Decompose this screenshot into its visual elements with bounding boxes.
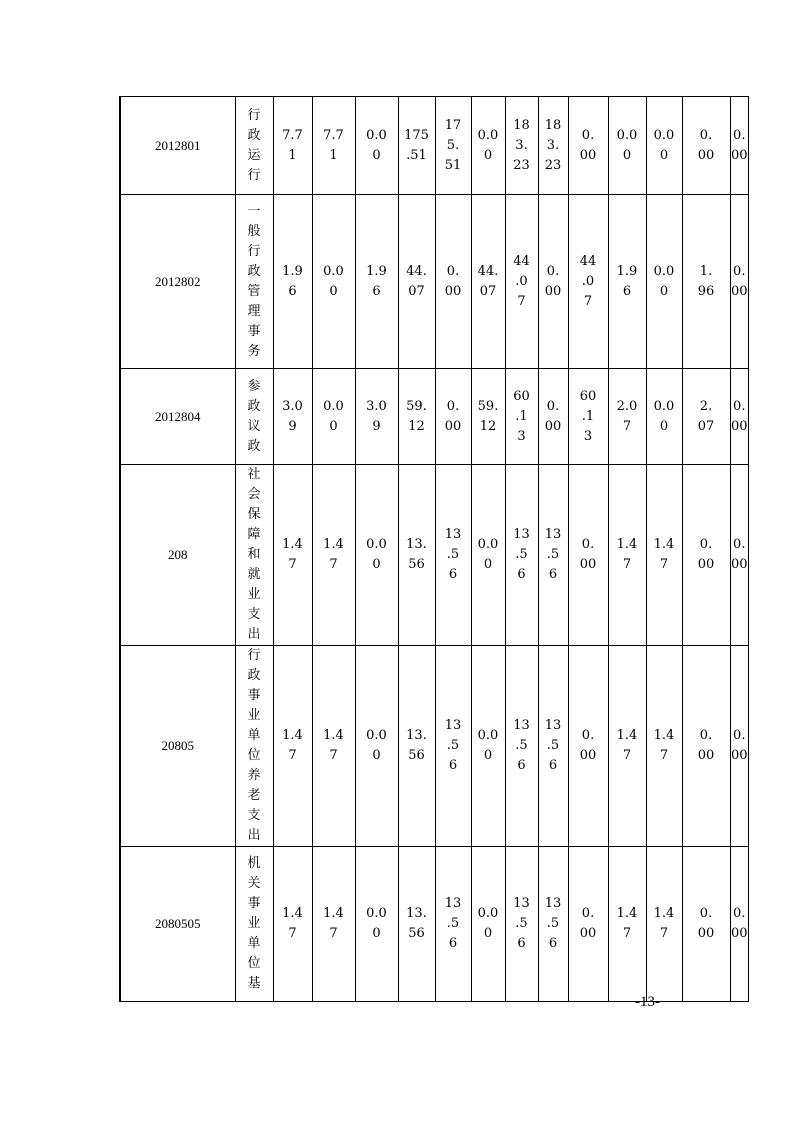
amount-cell: 0.0 0	[646, 195, 682, 369]
amount-cell: 2.0 7	[608, 369, 646, 465]
amount-cell: 0.0 0	[646, 369, 682, 465]
table-row	[120, 465, 749, 646]
amount-cell: 0. 00	[568, 97, 608, 195]
table-row	[120, 646, 749, 847]
amount-cell: 3.0 9	[273, 369, 312, 465]
subject-code-cell: 2012802	[120, 195, 235, 369]
amount-cell: 13 .5 6	[435, 847, 471, 1002]
amount-cell: 1. 96	[682, 195, 730, 369]
amount-cell: 175 .51	[398, 97, 435, 195]
amount-cell: 0.0 0	[646, 97, 682, 195]
subject-name-cell: 行 政 事 业 单 位 养 老 支 出	[235, 646, 273, 847]
amount-cell: 1.4 7	[646, 646, 682, 847]
amount-cell: 0.0 0	[355, 646, 398, 847]
amount-cell: 0.0 0	[471, 646, 505, 847]
amount-cell: 0.00	[730, 847, 749, 1002]
subject-name-cell: 社 会 保 障 和 就 业 支 出	[235, 465, 273, 646]
amount-cell: 0. 00	[538, 369, 568, 465]
amount-cell: 0. 00	[568, 465, 608, 646]
amount-cell: 0.00	[730, 465, 749, 646]
amount-cell: 59. 12	[471, 369, 505, 465]
subject-name-cell: 一 般 行 政 管 理 事 务	[235, 195, 273, 369]
subject-code-cell: 208	[120, 465, 235, 646]
amount-cell: 13 .5 6	[505, 465, 538, 646]
amount-cell: 0. 00	[435, 369, 471, 465]
table-row	[120, 369, 749, 465]
amount-cell: 0.00	[730, 369, 749, 465]
amount-cell: 13 .5 6	[505, 847, 538, 1002]
page-number: -13-	[635, 994, 660, 1010]
table-row	[120, 195, 749, 369]
amount-cell: 1.4 7	[646, 847, 682, 1002]
amount-cell: 44 .0 7	[505, 195, 538, 369]
amount-cell: 13 .5 6	[435, 646, 471, 847]
amount-cell: 0.0 0	[312, 369, 355, 465]
amount-cell: 2. 07	[682, 369, 730, 465]
amount-cell: 13 .5 6	[435, 465, 471, 646]
amount-cell: 0.0 0	[608, 97, 646, 195]
amount-cell: 44. 07	[471, 195, 505, 369]
amount-cell: 0. 00	[682, 465, 730, 646]
subject-name-cell: 机 关 事 业 单 位 基	[235, 847, 273, 1002]
amount-cell: 0.0 0	[471, 465, 505, 646]
amount-cell: 1.4 7	[646, 465, 682, 646]
amount-cell: 13 .5 6	[538, 847, 568, 1002]
budget-table	[119, 96, 749, 1002]
amount-cell: 60 .1 3	[505, 369, 538, 465]
amount-cell: 1.4 7	[312, 465, 355, 646]
amount-cell: 0. 00	[682, 646, 730, 847]
amount-cell: 13. 56	[398, 847, 435, 1002]
amount-cell: 18 3. 23	[505, 97, 538, 195]
amount-cell: 1.9 6	[355, 195, 398, 369]
amount-cell: 13 .5 6	[538, 646, 568, 847]
amount-cell: 44 .0 7	[568, 195, 608, 369]
amount-cell: 44. 07	[398, 195, 435, 369]
amount-cell: 7.7 1	[273, 97, 312, 195]
amount-cell: 0.0 0	[355, 847, 398, 1002]
subject-name-cell: 参 政 议 政	[235, 369, 273, 465]
amount-cell: 1.4 7	[608, 646, 646, 847]
amount-cell: 1.4 7	[312, 646, 355, 847]
subject-name-cell: 行 政 运 行	[235, 97, 273, 195]
amount-cell: 7.7 1	[312, 97, 355, 195]
amount-cell: 13. 56	[398, 465, 435, 646]
amount-cell: 0. 00	[682, 847, 730, 1002]
amount-cell: 0.00	[730, 646, 749, 847]
table-row	[120, 97, 749, 195]
amount-cell: 0.0 0	[312, 195, 355, 369]
amount-cell: 1.4 7	[273, 847, 312, 1002]
amount-cell: 59. 12	[398, 369, 435, 465]
amount-cell: 1.4 7	[273, 646, 312, 847]
subject-code-cell: 2012801	[120, 97, 235, 195]
amount-cell: 1.4 7	[608, 847, 646, 1002]
subject-code-cell: 2080505	[120, 847, 235, 1002]
table-row	[120, 847, 749, 1002]
amount-cell: 0.0 0	[355, 465, 398, 646]
amount-cell: 0.0 0	[471, 847, 505, 1002]
amount-cell: 1.9 6	[608, 195, 646, 369]
amount-cell: 0. 00	[435, 195, 471, 369]
subject-code-cell: 20805	[120, 646, 235, 847]
amount-cell: 1.4 7	[608, 465, 646, 646]
amount-cell: 0.0 0	[471, 97, 505, 195]
amount-cell: 13. 56	[398, 646, 435, 847]
amount-cell: 1.4 7	[312, 847, 355, 1002]
amount-cell: 18 3. 23	[538, 97, 568, 195]
amount-cell: 13 .5 6	[538, 465, 568, 646]
amount-cell: 0. 00	[538, 195, 568, 369]
amount-cell: 60 .1 3	[568, 369, 608, 465]
subject-code-cell: 2012804	[120, 369, 235, 465]
amount-cell: 3.0 9	[355, 369, 398, 465]
amount-cell: 0. 00	[568, 847, 608, 1002]
amount-cell: 0. 00	[568, 646, 608, 847]
amount-cell: 1.9 6	[273, 195, 312, 369]
amount-cell: 0.0 0	[355, 97, 398, 195]
amount-cell: 0. 00	[682, 97, 730, 195]
amount-cell: 1.4 7	[273, 465, 312, 646]
amount-cell: 0.00	[730, 195, 749, 369]
amount-cell: 13 .5 6	[505, 646, 538, 847]
amount-cell: 17 5. 51	[435, 97, 471, 195]
amount-cell: 0.00	[730, 97, 749, 195]
